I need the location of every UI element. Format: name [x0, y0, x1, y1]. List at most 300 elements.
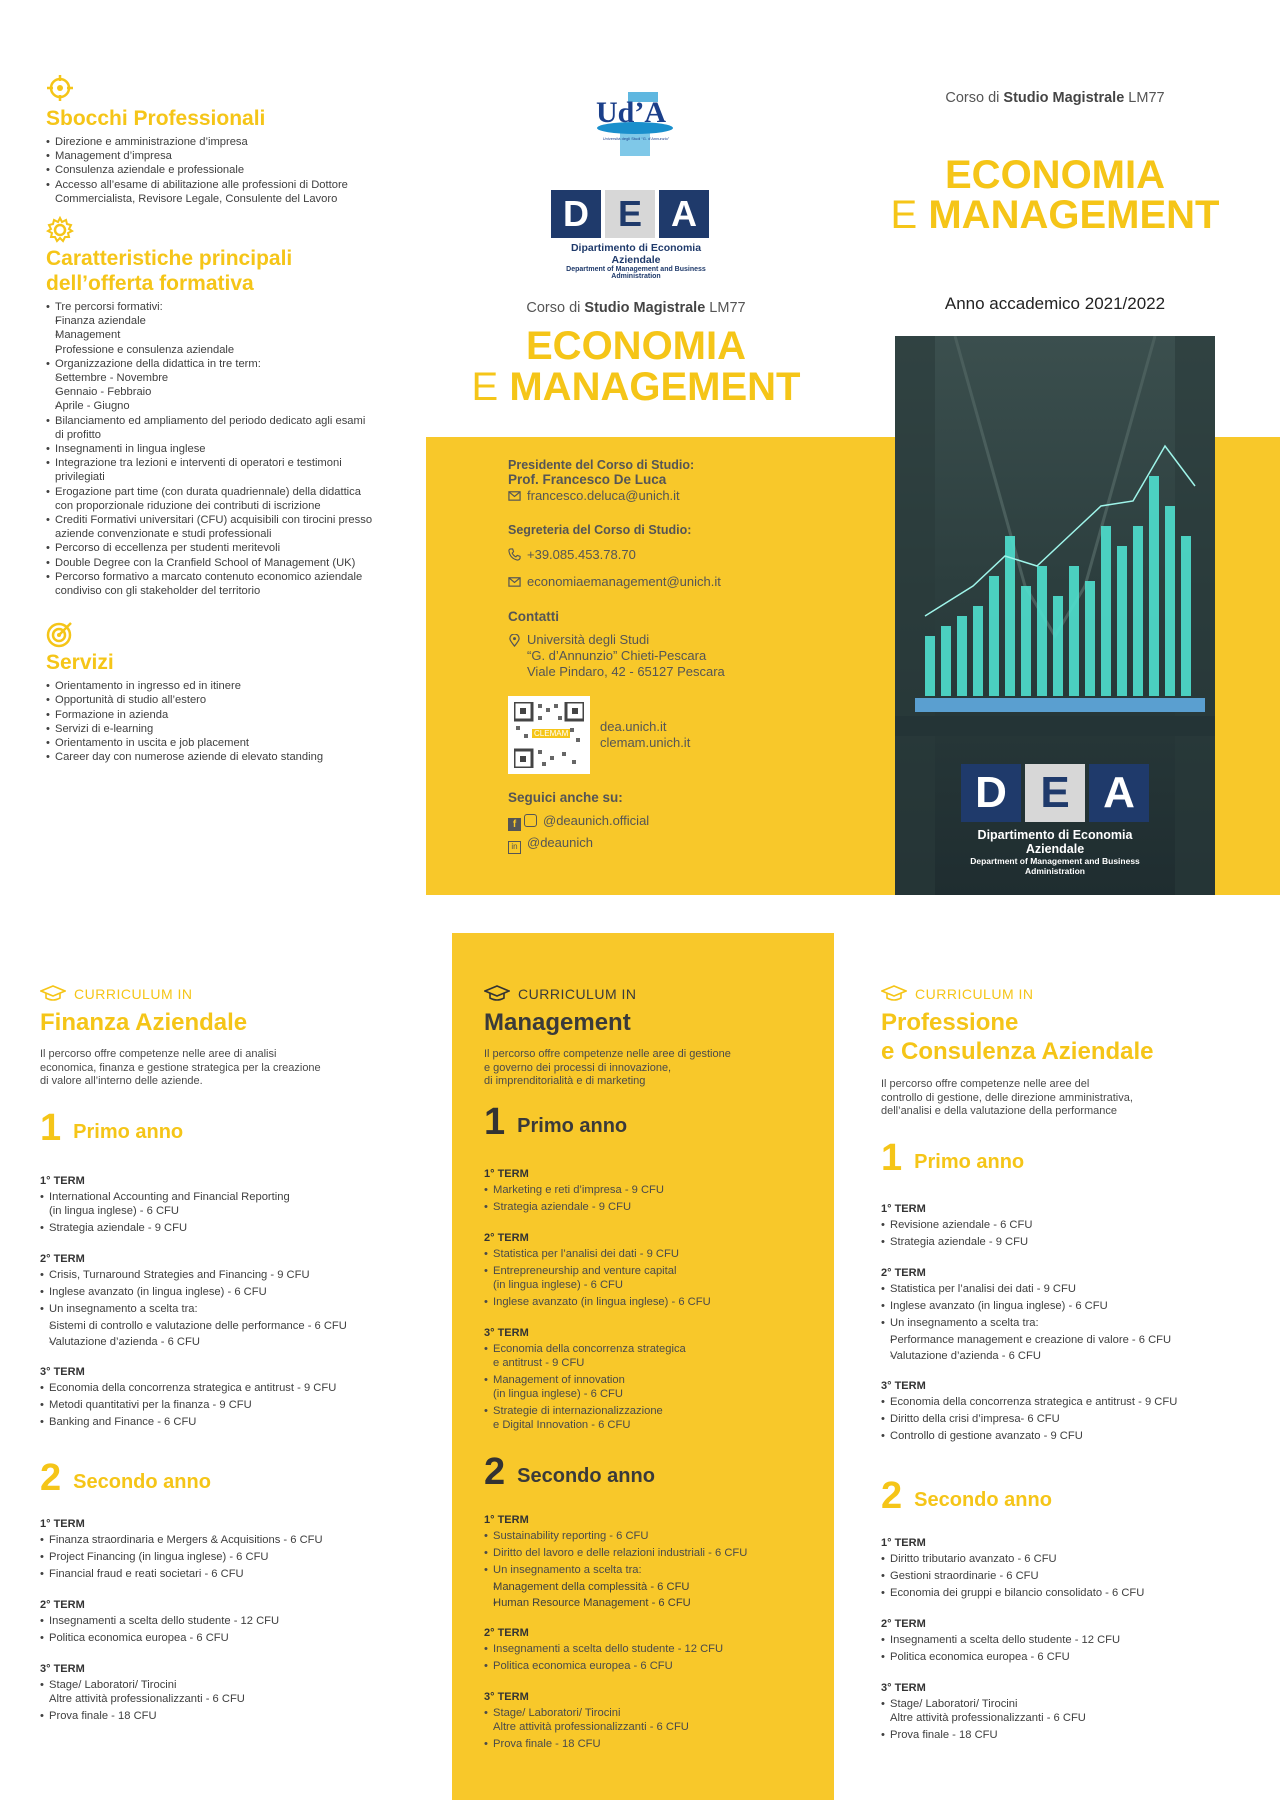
term-heading: 2° TERM [484, 1627, 529, 1639]
course-item [40, 1284, 420, 1301]
course-item [881, 1281, 1261, 1298]
course-item-continuation: (in lingua inglese) - 6 CFU [493, 1279, 623, 1291]
term-heading: 2° TERM [40, 1599, 85, 1611]
sub-list-item [55, 328, 376, 342]
course-item-continuation: (in lingua inglese) - 6 CFU [49, 1205, 179, 1217]
course-item [40, 1708, 420, 1725]
year-label: Primo anno [517, 1115, 628, 1137]
sub-list [55, 314, 376, 357]
sub-list-item-text: Settembre - Novembre [55, 372, 169, 385]
course-list [881, 1281, 1261, 1364]
course-item-text: • Economia della concorrenza strategica [493, 1343, 686, 1355]
course-item-text: • Economia della concorrenza strategica e antitrust - 9 CFU [890, 1396, 1178, 1408]
qr-row [508, 696, 808, 774]
course-item [40, 1566, 420, 1583]
course-list [40, 1267, 420, 1350]
course-item [484, 1246, 864, 1263]
social-row-2 [508, 835, 808, 854]
year-number: 1 [40, 1107, 62, 1149]
course-sub-item-text: Valutazione d’azienda - 6 CFU [49, 1336, 200, 1348]
bullseye-icon [46, 620, 74, 648]
list-item [46, 456, 376, 484]
course-item [484, 1199, 864, 1216]
course-item-text: • Economia dei gruppi e bilancio consolidato - 6 CFU [890, 1587, 1145, 1599]
target-icon [46, 74, 74, 102]
sub-list-item [55, 385, 376, 399]
contatti-label: Contatti [508, 609, 559, 624]
course-item [484, 1528, 864, 1545]
curriculum-title [484, 1008, 631, 1037]
course-item-continuation: (in lingua inglese) - 6 CFU [493, 1388, 623, 1400]
course-item-text: • Finanza straordinaria e Mergers & Acquisitions - 6 CFU [49, 1534, 323, 1546]
dea-cover-letter-a: A [1089, 764, 1149, 822]
course-list [484, 1341, 864, 1434]
list-item: • Consulenza aziendale e professionale [46, 163, 366, 177]
sbocchi-list [46, 135, 366, 206]
sub-list-item-text: Aprile - Giugno [55, 400, 130, 413]
list-item-text: Tre percorsi formativi: [55, 301, 163, 314]
course-sub-item-text: Management della complessità - 6 CFU [493, 1581, 690, 1593]
social-row-1 [508, 813, 808, 831]
course-item [40, 1380, 420, 1397]
course-item-text: • Sustainability reporting - 6 CFU [493, 1530, 649, 1542]
term-heading: 2° TERM [881, 1267, 926, 1279]
course-item-text: • Insegnamenti a scelta dello studente - 12 CFU [49, 1615, 280, 1627]
course-subtitle-mid: Corso di Studio Magistrale LM77 [526, 300, 746, 316]
course-item-text: • Entrepreneurship and venture capital [493, 1265, 677, 1277]
second-year-terms [881, 1537, 1261, 1744]
list-item: • Management d’impresa [46, 149, 366, 163]
list-item [46, 541, 376, 555]
course-item [881, 1568, 1261, 1585]
course-item [40, 1220, 420, 1237]
list-item: • Accesso all’esame di abilitazione alle professioni di Dottore Commercialista, Revisore Legale, Consulente del Lavoro [46, 178, 366, 206]
course-list [484, 1528, 864, 1611]
term-heading: 1° TERM [881, 1537, 926, 1549]
servizi-list [46, 679, 396, 764]
course-item [484, 1341, 864, 1372]
course-subtitle-right: Corso di Studio Magistrale LM77 [945, 90, 1165, 106]
curriculum-description [484, 1048, 731, 1089]
course-item-continuation: Altre attività professionalizzanti - 6 CFU [49, 1693, 245, 1705]
qr-code[interactable] [508, 696, 590, 774]
second-year-terms [40, 1518, 420, 1725]
course-item-text: • Statistica per l’analisi dei dati - 9 CFU [493, 1248, 679, 1260]
address-row [508, 632, 808, 680]
dea-logo-line1: Dipartimento di Economia Aziendale [570, 242, 702, 266]
course-item [40, 1301, 420, 1350]
address-line-2: “G. d’Annunzio” Chieti-Pescara [527, 648, 707, 663]
first-year-terms [40, 1175, 420, 1431]
list-item: • Opportunità di studio all’estero [46, 693, 396, 707]
year-label: Secondo anno [914, 1489, 1052, 1511]
course-sub-item-text: Human Resource Management - 6 CFU [493, 1597, 691, 1609]
course-list [881, 1696, 1261, 1744]
year-label: Primo anno [73, 1121, 184, 1143]
course-item-text: • Un insegnamento a scelta tra: [493, 1564, 642, 1576]
course-item [881, 1551, 1261, 1568]
first-year-heading [881, 1137, 1025, 1179]
caratteristiche-list [46, 300, 376, 598]
list-item-text: Bilanciamento ed ampliamento del periodo dedicato agli esami di profitto [55, 414, 366, 441]
first-year-terms [484, 1168, 864, 1434]
list-item [46, 513, 376, 541]
course-title-right: ECONOMIA E MANAGEMENT [890, 153, 1220, 237]
curriculum-title-line: Finanza Aziendale [40, 1009, 248, 1036]
course-title-mid: ECONOMIA E MANAGEMENT [471, 324, 801, 409]
course-item [881, 1298, 1261, 1315]
course-item-text: • Politica economica europea - 6 CFU [890, 1651, 1070, 1663]
course-sub-item [493, 1595, 864, 1611]
term-heading: 3° TERM [40, 1663, 85, 1675]
left-info-panel [46, 74, 416, 765]
term-heading: 3° TERM [484, 1691, 529, 1703]
term-heading: 3° TERM [484, 1327, 529, 1339]
course-sub-item [890, 1348, 1261, 1364]
term-heading: 3° TERM [40, 1366, 85, 1378]
course-sub-item-text: Performance management e creazione di valore - 6 CFU [890, 1334, 1172, 1346]
course-item-text: • Crisis, Turnaround Strategies and Financing - 9 CFU [49, 1269, 310, 1281]
course-item [484, 1705, 864, 1736]
curriculum-description [40, 1048, 321, 1089]
year-number: 2 [484, 1451, 506, 1493]
course-item-text: • Politica economica europea - 6 CFU [493, 1660, 673, 1672]
course-item [40, 1414, 420, 1431]
graduation-cap-icon [484, 985, 510, 1003]
course-item-text: • Strategia aziendale - 9 CFU [890, 1236, 1029, 1248]
course-item-text: • Statistica per l’analisi dei dati - 9 CFU [890, 1283, 1076, 1295]
list-item [46, 300, 376, 357]
list-item: • Career day con numerose aziende di elevato standing [46, 750, 396, 764]
course-item-text: • Un insegnamento a scelta tra: [890, 1317, 1039, 1329]
course-item-continuation: Altre attività professionalizzanti - 6 CFU [890, 1712, 1086, 1724]
course-sub-item [493, 1579, 864, 1595]
qr-label: CLEMAM [534, 729, 569, 738]
sub-list-item-text: Gennaio - Febbraio [55, 386, 152, 399]
course-item-text: • Strategie di internazionalizzazione [493, 1405, 663, 1417]
course-item [484, 1658, 864, 1675]
sub-list-item [55, 371, 376, 385]
dea-cover-letter-e: E [1025, 764, 1085, 822]
course-list [484, 1641, 864, 1675]
sub-list-item-text: Finanza aziendale [55, 315, 146, 328]
second-year-heading [881, 1475, 1052, 1517]
term-heading: 3° TERM [881, 1380, 926, 1392]
course-item [40, 1267, 420, 1284]
caratteristiche-title-2: dell’offerta formativa [46, 272, 254, 296]
year-number: 2 [881, 1475, 903, 1517]
gear-icon [46, 216, 74, 244]
first-year-heading [40, 1107, 184, 1149]
phone-number[interactable]: +39.085.453.78.70 [527, 547, 636, 562]
list-item-text: Erogazione part time (con durata quadriennale) della didattica con proporzionale riduzione dei contributi di iscrizione [55, 485, 361, 512]
course-list [40, 1613, 420, 1647]
course-item [40, 1677, 420, 1708]
course-list [484, 1246, 864, 1311]
course-item [484, 1545, 864, 1562]
dea-logo-top [551, 190, 721, 280]
curriculum-description-line: di valore all’interno delle aziende. [40, 1075, 203, 1087]
sub-list [55, 371, 376, 414]
course-item-text: • Diritto della crisi d’impresa- 6 CFU [890, 1413, 1060, 1425]
course-item [881, 1632, 1261, 1649]
phone-icon [508, 548, 521, 561]
course-item-text: • Economia della concorrenza strategica e antitrust - 9 CFU [49, 1382, 337, 1394]
dea-logo-line2: Department of Management and Business Administration [566, 266, 706, 280]
curriculum-description-line: Il percorso offre competenze nelle aree del [881, 1078, 1090, 1090]
social-handle-1[interactable]: @deaunich.official [543, 813, 650, 828]
year-number: 2 [40, 1457, 62, 1499]
course-sub-item [49, 1334, 420, 1350]
course-item [484, 1372, 864, 1403]
course-item [484, 1562, 864, 1611]
phone-row [508, 547, 808, 562]
dea-cover-line2: Department of Management and Business Administration [970, 856, 1140, 876]
list-item-text: Insegnamenti in lingua inglese [55, 443, 206, 456]
uda-logo-subtext: Università degli Studi “G. d’Annunzio” [602, 136, 670, 141]
course-item-continuation: Altre attività professionalizzanti - 6 CFU [493, 1721, 689, 1733]
course-list [881, 1551, 1261, 1602]
course-list [40, 1532, 420, 1583]
course-item-text: • Gestioni straordinarie - 6 CFU [890, 1570, 1039, 1582]
list-item-text: Percorso formativo a marcato contenuto economico aziendale condiviso con gli stakeholder del territorio [55, 570, 363, 598]
course-item-text: • Insegnamenti a scelta dello studente - 12 CFU [493, 1643, 724, 1655]
curriculum-description-line: controllo di gestione, delle direzione amministrativa, [881, 1091, 1133, 1104]
second-year-heading [40, 1457, 211, 1499]
list-item: • Servizi di e-learning [46, 722, 396, 736]
course-item-text: • Stage/ Laboratori/ Tirocini [49, 1679, 177, 1691]
course-item-continuation: e antitrust - 9 CFU [493, 1357, 585, 1369]
list-item [46, 485, 376, 513]
second-year-heading [484, 1451, 655, 1493]
course-item-continuation: e Digital Innovation - 6 CFU [493, 1419, 631, 1431]
list-item: • Direzione e amministrazione d’impresa [46, 135, 366, 149]
course-item-text: • Strategia aziendale - 9 CFU [49, 1222, 188, 1234]
secretary-email-row [508, 574, 808, 589]
curriculum-label: CURRICULUM IN [518, 986, 637, 1002]
course-item [881, 1727, 1261, 1744]
course-item [484, 1182, 864, 1199]
course-item [40, 1532, 420, 1549]
list-item: • Formazione in azienda [46, 708, 396, 722]
list-item [46, 442, 376, 456]
course-item-text: • Strategia aziendale - 9 CFU [493, 1201, 632, 1213]
list-item-text: Percorso di eccellenza per studenti meritevoli [55, 542, 281, 555]
curriculum-label: CURRICULUM IN [74, 986, 193, 1002]
course-item [881, 1649, 1261, 1666]
term-heading: 1° TERM [40, 1518, 85, 1530]
course-item [881, 1696, 1261, 1727]
course-item [40, 1189, 420, 1220]
curriculum-title [881, 1008, 1154, 1066]
contacts-panel [508, 458, 808, 854]
course-item-text: • Prova finale - 18 CFU [890, 1729, 998, 1741]
course-list [40, 1677, 420, 1725]
course-item [484, 1736, 864, 1753]
term-heading: 1° TERM [40, 1175, 85, 1187]
curriculum-heading [40, 985, 193, 1003]
graduation-cap-icon [881, 985, 907, 1003]
course-item [40, 1397, 420, 1414]
course-list [881, 1394, 1261, 1445]
course-item-text: • International Accounting and Financial Reporting [49, 1191, 290, 1203]
list-item [46, 357, 376, 414]
secretary-email[interactable]: economiaemanagement@unich.it [527, 574, 721, 589]
sub-list-item-text: Professione e consulenza aziendale [55, 343, 235, 356]
course-item-text: • Metodi quantitativi per la finanza - 9 CFU [49, 1399, 252, 1411]
term-heading: 2° TERM [484, 1232, 529, 1244]
course-item [40, 1549, 420, 1566]
course-item [881, 1217, 1261, 1234]
curriculum-description-line: di imprenditorialità e di marketing [484, 1075, 646, 1087]
course-item-text: • Inglese avanzato (in lingua inglese) - 6 CFU [49, 1286, 267, 1298]
dea-letter-a: A [659, 190, 709, 238]
dea-letter-d: D [551, 190, 601, 238]
term-heading: 1° TERM [881, 1203, 926, 1215]
course-item [484, 1403, 864, 1434]
course-list [484, 1705, 864, 1753]
address-line-1: Università degli Studi [527, 632, 650, 647]
sub-list-item [55, 314, 376, 328]
course-item-text: • Stage/ Laboratori/ Tirocini [493, 1707, 621, 1719]
term-heading: 2° TERM [881, 1618, 926, 1630]
sub-list-item-text: Management [55, 329, 121, 342]
instagram-icon[interactable] [524, 814, 537, 827]
curriculum-description-line: economica, finanza e gestione strategica per la creazione [40, 1061, 321, 1074]
course-sub-list [890, 1332, 1261, 1364]
address-line-3: Viale Pindaro, 42 - 65127 Pescara [527, 664, 725, 679]
year-label: Secondo anno [517, 1465, 655, 1487]
list-item [46, 570, 376, 598]
first-year-terms [881, 1203, 1261, 1445]
course-sub-item-text: Valutazione d’azienda - 6 CFU [890, 1350, 1041, 1362]
course-item-text: • Project Financing (in lingua inglese) - 6 CFU [49, 1551, 269, 1563]
curriculum-description-line: e governo dei processi di innovazione, [484, 1061, 672, 1074]
course-item-text: • Diritto tributario avanzato - 6 CFU [890, 1553, 1057, 1565]
cover-photo [895, 336, 1215, 895]
dea-letter-e: E [605, 190, 655, 238]
uda-logo-text: Ud’A [596, 96, 667, 129]
curriculum-label: CURRICULUM IN [915, 986, 1034, 1002]
academic-year: Anno accademico 2021/2022 [944, 294, 1166, 313]
course-sub-item-text: Sistemi di controllo e valutazione delle performance - 6 CFU [49, 1320, 347, 1332]
curriculum-description-line: Il percorso offre competenze nelle aree di gestione [484, 1048, 731, 1060]
course-item-text: • Financial fraud e reati societari - 6 CFU [49, 1568, 244, 1580]
course-item-text: • Politica economica europea - 6 CFU [49, 1632, 229, 1644]
list-item-text: Integrazione tra lezioni e interventi di operatori e testimoni privilegiati [55, 457, 342, 484]
second-year-terms [484, 1514, 864, 1753]
first-year-heading [484, 1101, 628, 1143]
term-heading: 1° TERM [484, 1514, 529, 1526]
term-heading: 1° TERM [484, 1168, 529, 1180]
course-item-text: • Marketing e reti d’impresa - 9 CFU [493, 1184, 664, 1196]
social-handle-2[interactable]: @deaunich [527, 835, 593, 850]
course-sub-list [49, 1318, 420, 1350]
course-item [40, 1613, 420, 1630]
graduation-cap-icon [40, 985, 66, 1003]
list-item: • Orientamento in uscita e job placement [46, 736, 396, 750]
term-heading: 2° TERM [40, 1253, 85, 1265]
course-item [881, 1315, 1261, 1364]
course-item [484, 1294, 864, 1311]
president-name: Prof. Francesco De Luca [508, 472, 667, 487]
course-item-text: • Stage/ Laboratori/ Tirocini [890, 1698, 1018, 1710]
course-item-text: • Inglese avanzato (in lingua inglese) - 6 CFU [493, 1296, 711, 1308]
course-list [40, 1380, 420, 1431]
sub-list-item [55, 399, 376, 413]
curriculum-heading [881, 985, 1034, 1003]
dea-cover-line1: Dipartimento di Economia Aziendale [977, 828, 1133, 856]
course-item-text: • Inglese avanzato (in lingua inglese) - 6 CFU [890, 1300, 1108, 1312]
facebook-icon[interactable]: f [508, 818, 521, 831]
curriculum-title-line: Management [484, 1009, 631, 1036]
course-list [881, 1217, 1261, 1251]
course-item [881, 1585, 1261, 1602]
year-number: 1 [881, 1137, 903, 1179]
course-item-text: • Controllo di gestione avanzato - 9 CFU [890, 1430, 1083, 1442]
course-item-text: • Prova finale - 18 CFU [49, 1710, 157, 1722]
social-label: Seguici anche su: [508, 790, 623, 805]
servizi-title: Servizi [46, 651, 114, 675]
course-sub-list [493, 1579, 864, 1611]
president-email-row [508, 488, 808, 503]
course-item [881, 1428, 1261, 1445]
dea-logo-cover [955, 764, 1155, 876]
curriculum-heading [484, 985, 637, 1003]
course-item-text: • Prova finale - 18 CFU [493, 1738, 601, 1750]
course-item [881, 1394, 1261, 1411]
curriculum-description [881, 1078, 1133, 1119]
course-list [484, 1182, 864, 1216]
course-item-text: • Insegnamenti a scelta dello studente - 12 CFU [890, 1634, 1121, 1646]
curriculum-title-line: e Consulenza Aziendale [881, 1038, 1154, 1065]
course-item [881, 1411, 1261, 1428]
dea-cover-letter-d: D [961, 764, 1021, 822]
mail-icon [508, 489, 521, 502]
course-item [484, 1263, 864, 1294]
president-label: Presidente del Corso di Studio: [508, 458, 695, 472]
course-sub-item [49, 1318, 420, 1334]
course-item [484, 1641, 864, 1658]
sbocchi-title: Sbocchi Professionali [46, 107, 266, 130]
course-item-text: • Un insegnamento a scelta tra: [49, 1303, 198, 1315]
website-2[interactable]: clemam.unich.it [600, 735, 691, 750]
list-item-text: Crediti Formativi universitari (CFU) acquisibili con tirocini presso aziende convenzionate e studi professionali [55, 514, 373, 541]
course-item [881, 1234, 1261, 1251]
list-item-text: Double Degree con la Cranfield School of Management (UK) [55, 556, 356, 569]
curriculum-title [40, 1008, 247, 1037]
uda-logo [590, 90, 680, 160]
list-item: • Orientamento in ingresso ed in itinere [46, 679, 396, 693]
term-heading: 3° TERM [881, 1682, 926, 1694]
course-item-text: • Diritto del lavoro e delle relazioni industriali - 6 CFU [493, 1547, 748, 1559]
president-email[interactable]: francesco.deluca@unich.it [527, 488, 680, 503]
course-item-text: • Management of innovation [493, 1374, 625, 1386]
list-item-text: Organizzazione della didattica in tre term: [55, 357, 261, 370]
linkedin-icon[interactable]: in [508, 841, 521, 854]
course-item-text: • Banking and Finance - 6 CFU [49, 1416, 197, 1428]
curriculum-description-line: Il percorso offre competenze nelle aree di analisi [40, 1048, 277, 1060]
course-sub-item [890, 1332, 1261, 1348]
course-item-text: • Revisione aziendale - 6 CFU [890, 1219, 1033, 1231]
website-1[interactable]: dea.unich.it [600, 719, 667, 734]
mail-icon [508, 575, 521, 588]
course-item [40, 1630, 420, 1647]
curriculum-description-line: dell’analisi e della valutazione della performance [881, 1105, 1118, 1117]
year-label: Primo anno [914, 1151, 1025, 1173]
year-number: 1 [484, 1101, 506, 1143]
course-list [881, 1632, 1261, 1666]
